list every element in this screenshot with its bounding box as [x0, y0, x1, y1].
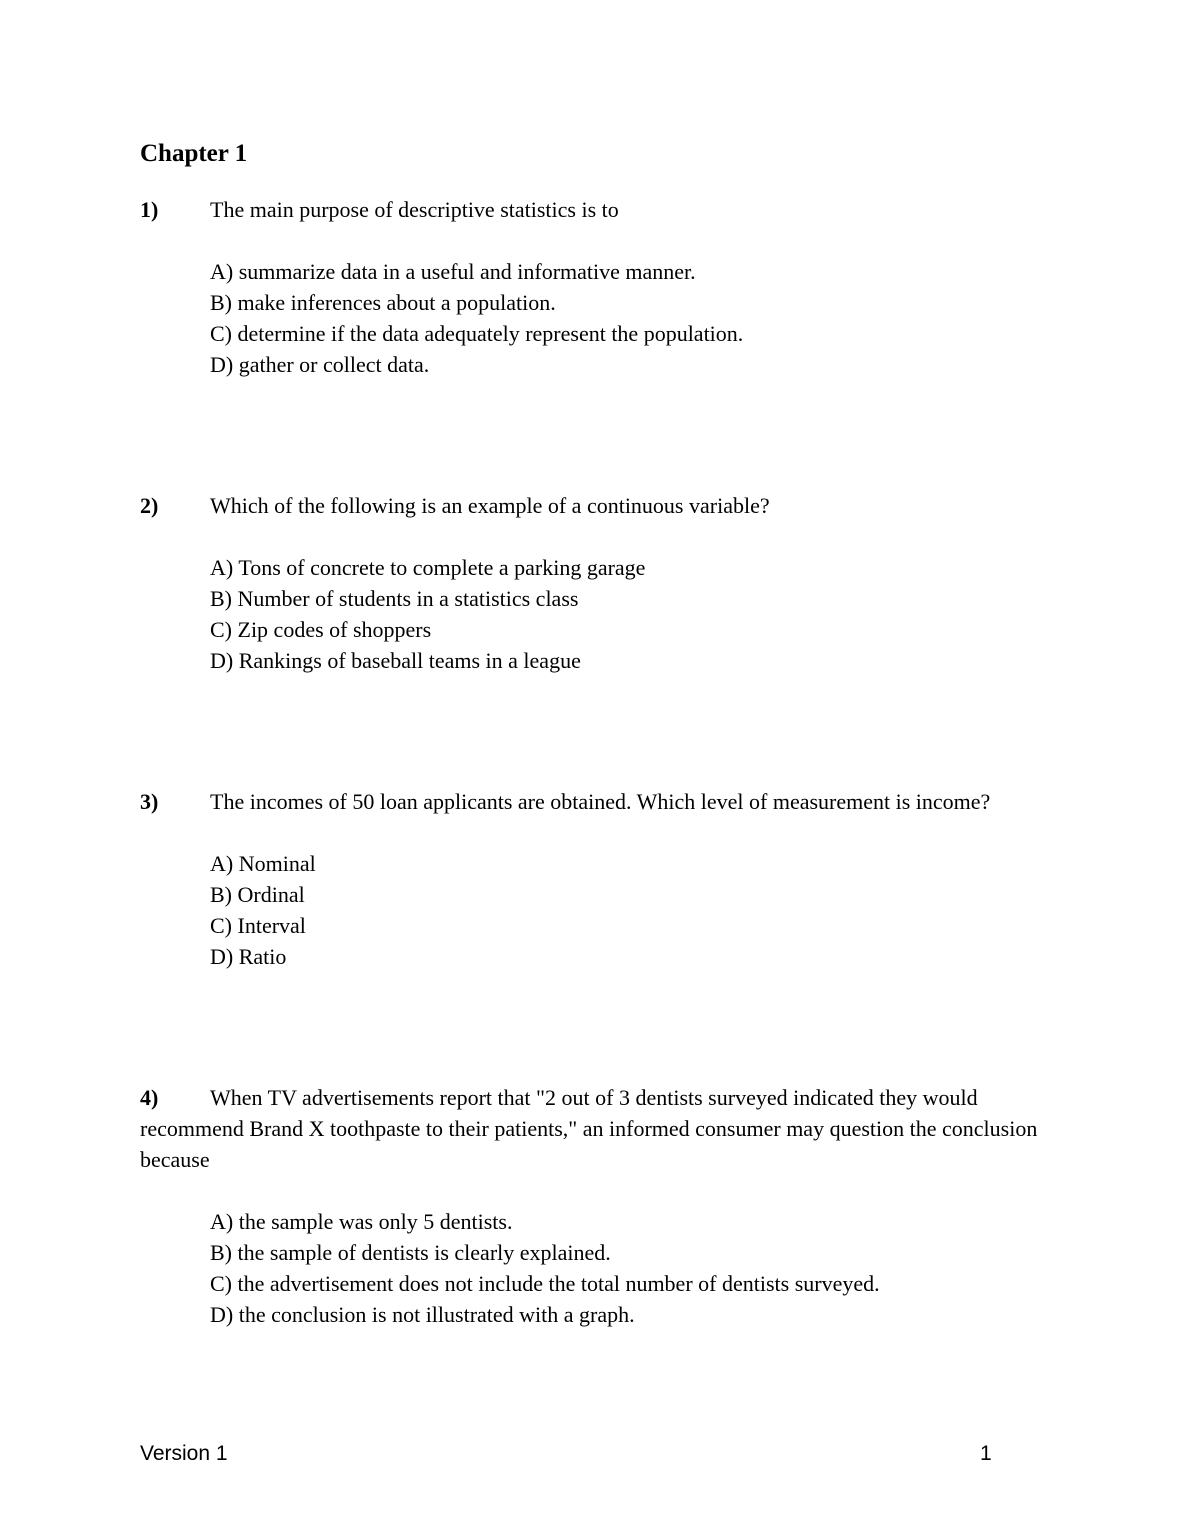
answer-option-a: A) the sample was only 5 dentists. [210, 1209, 513, 1234]
question-text: The main purpose of descriptive statistics is to [210, 197, 619, 222]
answer-option-c: C) Interval [210, 913, 306, 938]
question-number: 3) [140, 789, 159, 814]
footer-version-label: Version 1 [140, 1442, 228, 1465]
answer-option-d: D) gather or collect data. [210, 352, 430, 377]
question-text: Which of the following is an example of a continuous variable? [210, 493, 770, 518]
answer-options [210, 1206, 1050, 1330]
answer-option-b: B) Number of students in a statistics class [210, 586, 579, 611]
question-number: 1) [140, 197, 159, 222]
question-block-4 [140, 1082, 1050, 1330]
question-block-3 [140, 786, 1050, 972]
answer-option-b: B) the sample of dentists is clearly explained. [210, 1240, 611, 1265]
answer-option-b: B) Ordinal [210, 882, 305, 907]
answer-option-c: C) Zip codes of shoppers [210, 617, 432, 642]
question-block-2 [140, 490, 1050, 676]
question-line [140, 490, 1050, 521]
answer-option-b: B) make inferences about a population. [210, 290, 556, 315]
answer-option-d: D) Rankings of baseball teams in a league [210, 648, 581, 673]
question-text: The incomes of 50 loan applicants are obtained. Which level of measurement is income? [210, 789, 991, 814]
footer-page-number: 1 [980, 1442, 992, 1465]
answer-options [210, 552, 1050, 676]
answer-option-c: C) determine if the data adequately represent the population. [210, 321, 744, 346]
answer-option-a: A) Nominal [210, 851, 316, 876]
question-number: 4) [140, 1085, 159, 1110]
question-block-1 [140, 194, 1050, 380]
question-line [140, 1082, 1050, 1175]
answer-options [210, 848, 1050, 972]
question-line [140, 194, 1050, 225]
answer-option-a: A) summarize data in a useful and informative manner. [210, 259, 696, 284]
question-number: 2) [140, 493, 159, 518]
page-title: Chapter 1 [140, 140, 248, 167]
answer-option-a: A) Tons of concrete to complete a parking garage [210, 555, 646, 580]
question-line [140, 786, 1050, 817]
answer-option-d: D) Ratio [210, 944, 287, 969]
answer-option-d: D) the conclusion is not illustrated with a graph. [210, 1302, 635, 1327]
answer-options [210, 256, 1050, 380]
answer-option-c: C) the advertisement does not include the total number of dentists surveyed. [210, 1271, 880, 1296]
question-text: When TV advertisements report that "2 out of 3 dentists surveyed indicated they would recommend Brand X toothpaste to their patients," an informed consumer may question the conclusion because [140, 1085, 1038, 1172]
